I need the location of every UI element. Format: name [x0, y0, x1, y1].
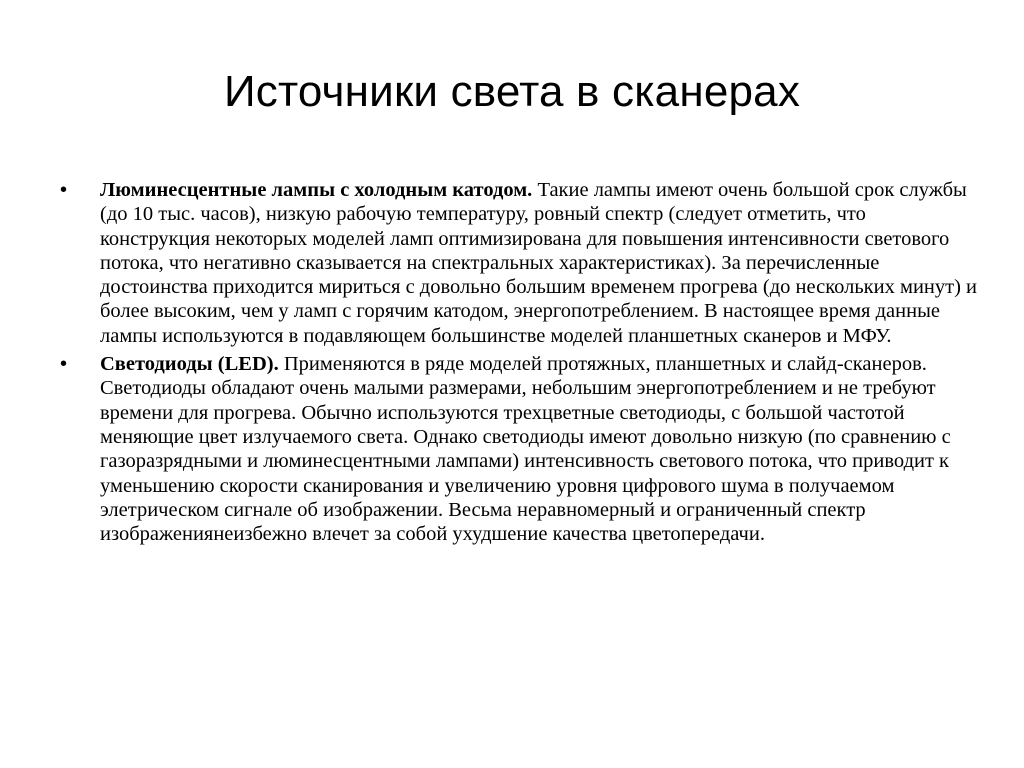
bullet-heading: Люминесцентные лампы с холодным катодом. [100, 179, 533, 201]
bullet-item-leds [60, 352, 980, 546]
bullet-text: Применяются в ряде моделей протяжных, планшетных и слайд-сканеров. Светодиоды обладают очень малыми размерами, небольшим энергопотреблением и не требуют времени для прогрева. Обычно используются трехцветные светодиоды, с большой частотой меняющие цвет излучаемого света. Однако светодиоды имеют довольно низкую (по сравнению с газоразрядными и люминесцентными лампами) интенсивность светового потока, что приводит к уменьшению скорости сканирования и увеличению уровня цифрового шума в получаемом элетрическом сигнале об изображении. Весьма неравномерный и ограниченный спектр изображениянеизбежно влечет за собой ухудшение качества цветопередачи. [100, 353, 951, 546]
slide-title: Источники света в сканерах [223, 67, 801, 116]
bullet-item-cold-cathode-lamps [60, 178, 980, 348]
bullet-marker: • [60, 179, 68, 201]
bullet-text: Такие лампы имеют очень большой срок службы (до 10 тыс. часов), низкую рабочую температуру, ровный спектр (следует отметить, что конструкция некоторых моделей ламп оптимизирована для повышения интенсивности светового потока, что негативно сказывается на спектральных характеристиках). За перечисленные достоинства приходится мириться с довольно большим временем прогрева (до нескольких минут) и более высоким, чем у ламп с горячим катодом, энергопотреблением. В настоящее время данные лампы используются в подавляющем большинстве моделей планшетных сканеров и МФУ. [100, 179, 978, 347]
bullet-list [60, 178, 980, 550]
bullet-marker: • [60, 353, 68, 376]
bullet-heading: Светодиоды (LED). [100, 353, 279, 376]
